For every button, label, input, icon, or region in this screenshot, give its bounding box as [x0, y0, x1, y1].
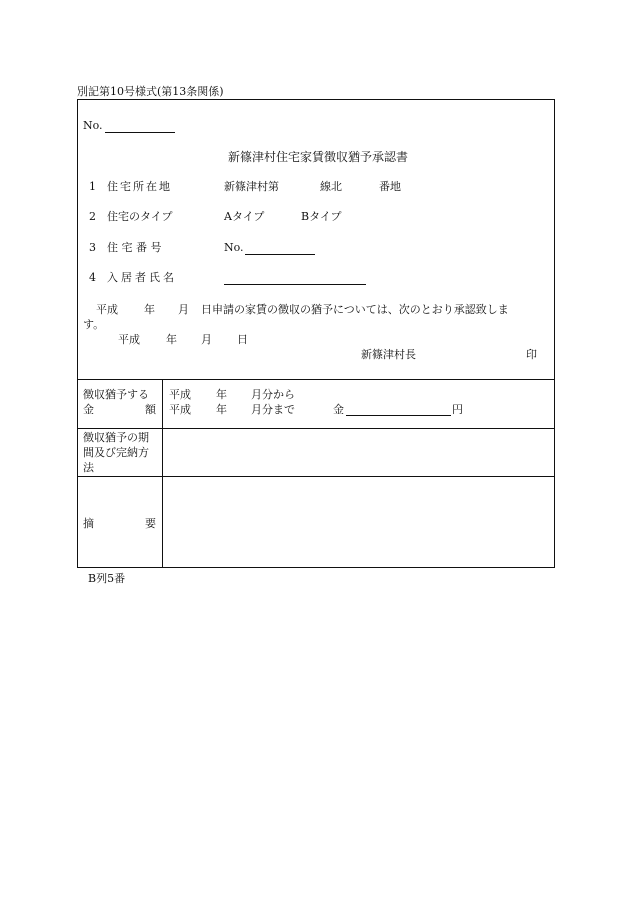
- resident-name-blank: [224, 272, 366, 285]
- column-divider: [162, 379, 163, 567]
- amount-blank: [346, 403, 451, 416]
- mayor-title: 新篠津村長: [361, 348, 416, 361]
- document-number: No.: [83, 119, 175, 133]
- document-number-blank: [105, 120, 175, 133]
- form-number-label: 別記第10号様式(第13条関係): [77, 85, 224, 98]
- divider: [78, 428, 554, 429]
- seal-mark: 印: [526, 348, 537, 361]
- divider: [78, 379, 554, 380]
- page-title: 新篠津村住宅家賃徴収猶予承認書: [228, 150, 409, 164]
- paper-size-note: B列5番: [88, 572, 126, 585]
- approval-form: [77, 99, 555, 568]
- house-number-blank: [245, 242, 315, 255]
- divider: [78, 476, 554, 477]
